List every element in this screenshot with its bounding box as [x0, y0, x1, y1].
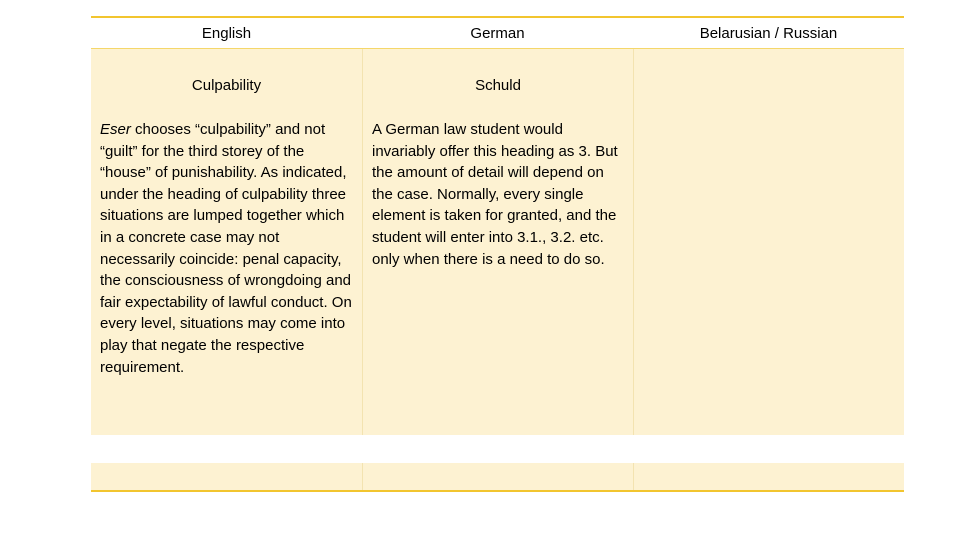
- empty-cell-english: [91, 463, 362, 490]
- table-bottom-rule: [91, 490, 904, 492]
- table-empty-row: [91, 463, 904, 490]
- table-spacer-row: [91, 435, 904, 463]
- description-german: A German law student would invariably offer this heading as 3. But the amount of detail will depend on the case. Normally, every single element is taken for granted, and the student will enter into 3.1., 3.2. etc. only when there is a need to do so.: [372, 121, 618, 268]
- table-body-row: [91, 49, 904, 435]
- cell-belarusian-russian: [633, 49, 904, 435]
- cell-english: [91, 49, 362, 435]
- header-german: German: [470, 24, 525, 42]
- term-german: Schuld: [475, 77, 521, 94]
- description-english: [91, 119, 362, 378]
- header-english: English: [201, 24, 252, 42]
- empty-cell-german: [362, 463, 633, 490]
- author-name: Eser: [100, 121, 131, 138]
- table-header-row: [91, 18, 904, 48]
- description-english-text: chooses “culpability” and not “guilt” for the third storey of the “house” of punishability. As indicated, under the heading of culpability three situations are lumped together which in a concrete case may not necessarily coincide: penal capacity, the consciousness of wrongdoing and fair expectability of lawful conduct. On every level, situations may come into play that negate the respective requirement.: [100, 121, 352, 376]
- term-english: Culpability: [191, 77, 262, 94]
- cell-german: [362, 49, 633, 435]
- term-belarusian-russian: [634, 77, 904, 97]
- translation-table: [91, 16, 904, 492]
- header-belarusian-russian: Belarusian / Russian: [699, 24, 838, 42]
- empty-cell-belarusian-russian: [633, 463, 904, 490]
